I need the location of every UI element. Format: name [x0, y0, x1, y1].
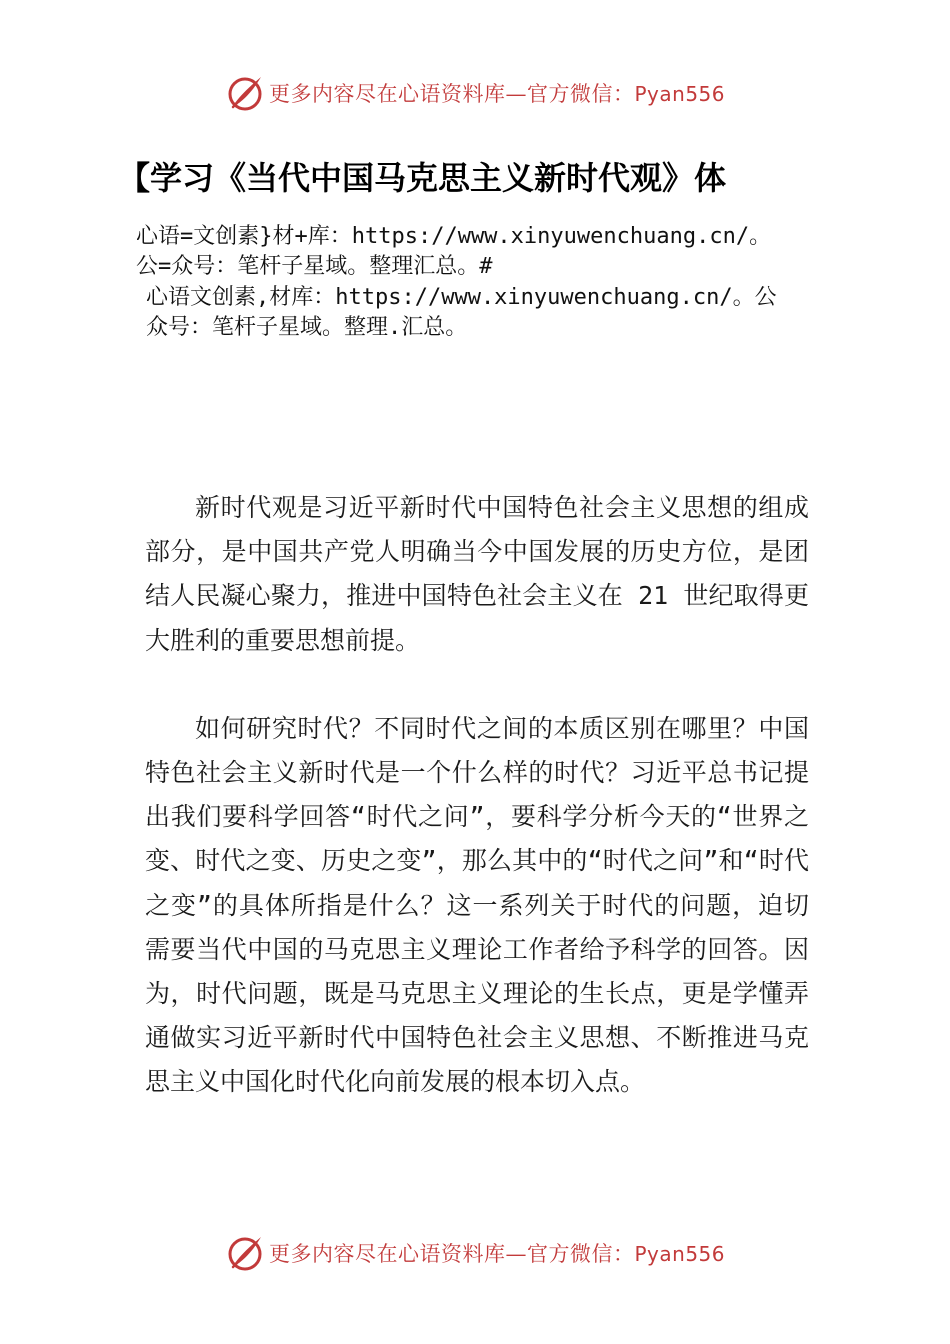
- article-body: [145, 486, 809, 1149]
- meta-line-4: 众号：笔杆子星域。整理.汇总。: [146, 315, 468, 340]
- meta-line-3: 心语文创素,材库：https://www.xinyuwenchuang.cn/。公: [146, 285, 777, 310]
- footer-banner: [0, 1228, 950, 1278]
- header-banner: [0, 68, 950, 118]
- quill-logo-icon: [225, 1233, 265, 1273]
- meta-line-1: 心语=文创素}材+库：https://www.xinyuwenchuang.cn/。: [136, 224, 772, 249]
- page-title: 【学习《当代中国马克思主义新时代观》体: [118, 159, 727, 197]
- paragraph: 如何研究时代？不同时代之间的本质区别在哪里？中国特色社会主义新时代是一个什么样的时代？习近平总书记提出我们要科学回答“时代之问”，要科学分析今天的“世界之变、时代之变、历史之变”，那么其中的“时代之问”和“时代之变”的具体所指是什么？这一系列关于时代的问题，迫切需要当代中国的马克思主义理论工作者给予科学的回答。因为，时代问题，既是马克思主义理论的生长点，更是学懂弄通做实习近平新时代中国特色社会主义思想、不断推进马克思主义中国化时代化向前发展的根本切入点。: [145, 713, 809, 1097]
- quill-logo-icon: [225, 73, 265, 113]
- paragraph: 新时代观是习近平新时代中国特色社会主义思想的组成部分，是中国共产党人明确当今中国发展的历史方位，是团结人民凝心聚力，推进中国特色社会主义在 21 世纪取得更大胜利的重要思想前提。: [145, 493, 809, 655]
- wechat-id: Pyan556: [634, 1242, 725, 1266]
- banner-text: 更多内容尽在心语资料库—官方微信：Pyan556: [268, 82, 725, 106]
- wechat-id: Pyan556: [634, 82, 725, 106]
- meta-line-2: 公=众号：笔杆子星域。整理汇总。#: [136, 254, 493, 279]
- banner-text: 更多内容尽在心语资料库—官方微信：Pyan556: [268, 1242, 725, 1266]
